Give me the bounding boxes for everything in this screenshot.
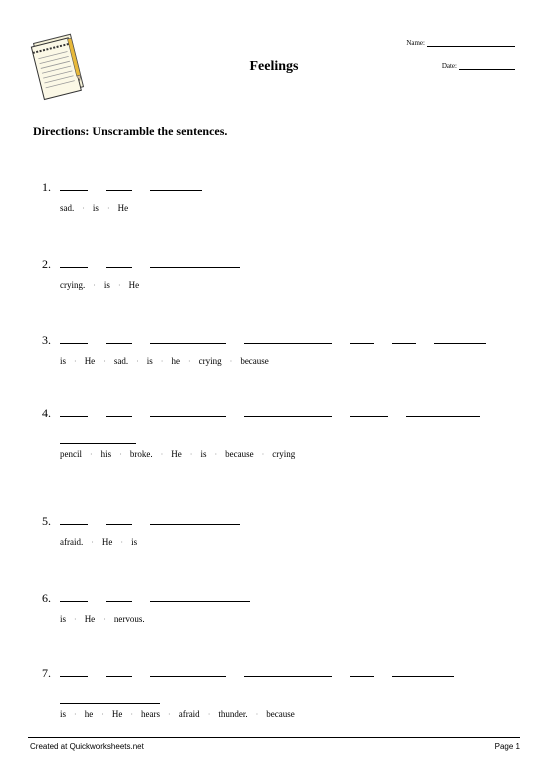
answer-blank: [150, 514, 240, 525]
date-label: Date:: [441, 62, 457, 70]
word: hears: [141, 709, 161, 719]
word: crying.: [60, 280, 86, 290]
word: is: [200, 449, 207, 459]
name-label: Name:: [406, 39, 425, 47]
answer-blank: [244, 666, 332, 677]
word: nervous.: [113, 614, 145, 624]
word: is: [60, 614, 67, 624]
answer-blank: [150, 666, 226, 677]
answer-blank: [150, 180, 202, 191]
answer-blank: [60, 514, 88, 525]
answer-blank: [60, 406, 88, 417]
answer-blank: [150, 257, 240, 268]
question-number: 6.: [42, 591, 51, 605]
directions-text: Directions: Unscramble the sentences.: [33, 124, 228, 138]
answer-blank: [150, 333, 226, 344]
date-field: [442, 62, 515, 70]
answer-blank: [60, 433, 136, 444]
word: sad.: [60, 203, 75, 213]
question-number: 5.: [42, 514, 51, 528]
word: is: [60, 356, 67, 366]
date-line: [459, 63, 515, 70]
word: He: [101, 537, 113, 547]
question-number: 7.: [42, 666, 51, 680]
word: pencil: [60, 449, 82, 459]
word: He: [117, 203, 129, 213]
word-bank: is · he · He · hears · afraid · thunder. · because: [60, 709, 295, 719]
word: sad.: [113, 356, 129, 366]
word: is: [60, 709, 67, 719]
answer-blank: [106, 591, 132, 602]
answer-blank: [60, 591, 88, 602]
footer-credit: Created at Quickworksheets.net: [30, 742, 144, 751]
word-bank: sad. · is · He: [60, 203, 129, 213]
word: he: [171, 356, 180, 366]
word: He: [84, 356, 96, 366]
word: afraid.: [60, 537, 84, 547]
question-number: 4.: [42, 406, 51, 420]
answer-blank: [244, 406, 332, 417]
answer-blank: [60, 257, 88, 268]
answer-blank: [60, 693, 160, 704]
word: is: [92, 203, 99, 213]
answer-blank: [106, 180, 132, 191]
answer-blank: [106, 406, 132, 417]
question-item: [42, 591, 522, 624]
word: thunder.: [218, 709, 248, 719]
answer-blank: [106, 666, 132, 677]
answer-blank: [60, 666, 88, 677]
page-number: Page 1: [494, 742, 520, 751]
word-bank: crying. · is · He: [60, 280, 140, 290]
name-line: [427, 40, 515, 47]
answer-blank: [150, 406, 226, 417]
word-bank: pencil · his · broke. · He · is · because · crying: [60, 449, 296, 459]
question-item: [42, 257, 522, 290]
answer-blank: [150, 591, 250, 602]
answer-blank: [106, 514, 132, 525]
answer-blank: [392, 666, 454, 677]
word: is: [131, 537, 138, 547]
answer-blank: [406, 406, 480, 417]
question-item: [42, 406, 522, 459]
question-item: [42, 666, 522, 719]
word: his: [100, 449, 112, 459]
word: He: [171, 449, 182, 459]
word: he: [84, 709, 94, 719]
word: because: [225, 449, 254, 459]
question-number: 1.: [42, 180, 51, 194]
word-bank: is · He · sad. · is · he · crying · because: [60, 356, 269, 366]
answer-blank: [350, 406, 388, 417]
worksheet-title: Feelings: [249, 59, 299, 74]
answer-blank: [392, 333, 416, 344]
word: afraid: [178, 709, 200, 719]
word: is: [146, 356, 153, 366]
word: He: [128, 280, 140, 290]
word: He: [84, 614, 96, 624]
question-item: [42, 333, 522, 366]
question-item: [42, 180, 522, 213]
name-field: [406, 39, 515, 47]
answer-blank: [106, 257, 132, 268]
word: He: [111, 709, 123, 719]
answer-blank: [60, 333, 88, 344]
word: broke.: [129, 449, 153, 459]
word-bank: afraid. · He · is: [60, 537, 138, 547]
word: because: [240, 356, 269, 366]
word-bank: is · He · nervous.: [60, 614, 145, 624]
answer-blank: [350, 666, 374, 677]
word: is: [103, 280, 110, 290]
word: because: [266, 709, 295, 719]
footer-divider: [28, 737, 520, 738]
answer-blank: [60, 180, 88, 191]
answer-blank: [434, 333, 486, 344]
answer-blank: [350, 333, 374, 344]
word: crying: [198, 356, 222, 366]
word: crying: [272, 449, 296, 459]
answer-blank: [106, 333, 132, 344]
question-item: [42, 514, 522, 547]
answer-blank: [244, 333, 332, 344]
question-number: 3.: [42, 333, 51, 347]
question-number: 2.: [42, 257, 51, 271]
